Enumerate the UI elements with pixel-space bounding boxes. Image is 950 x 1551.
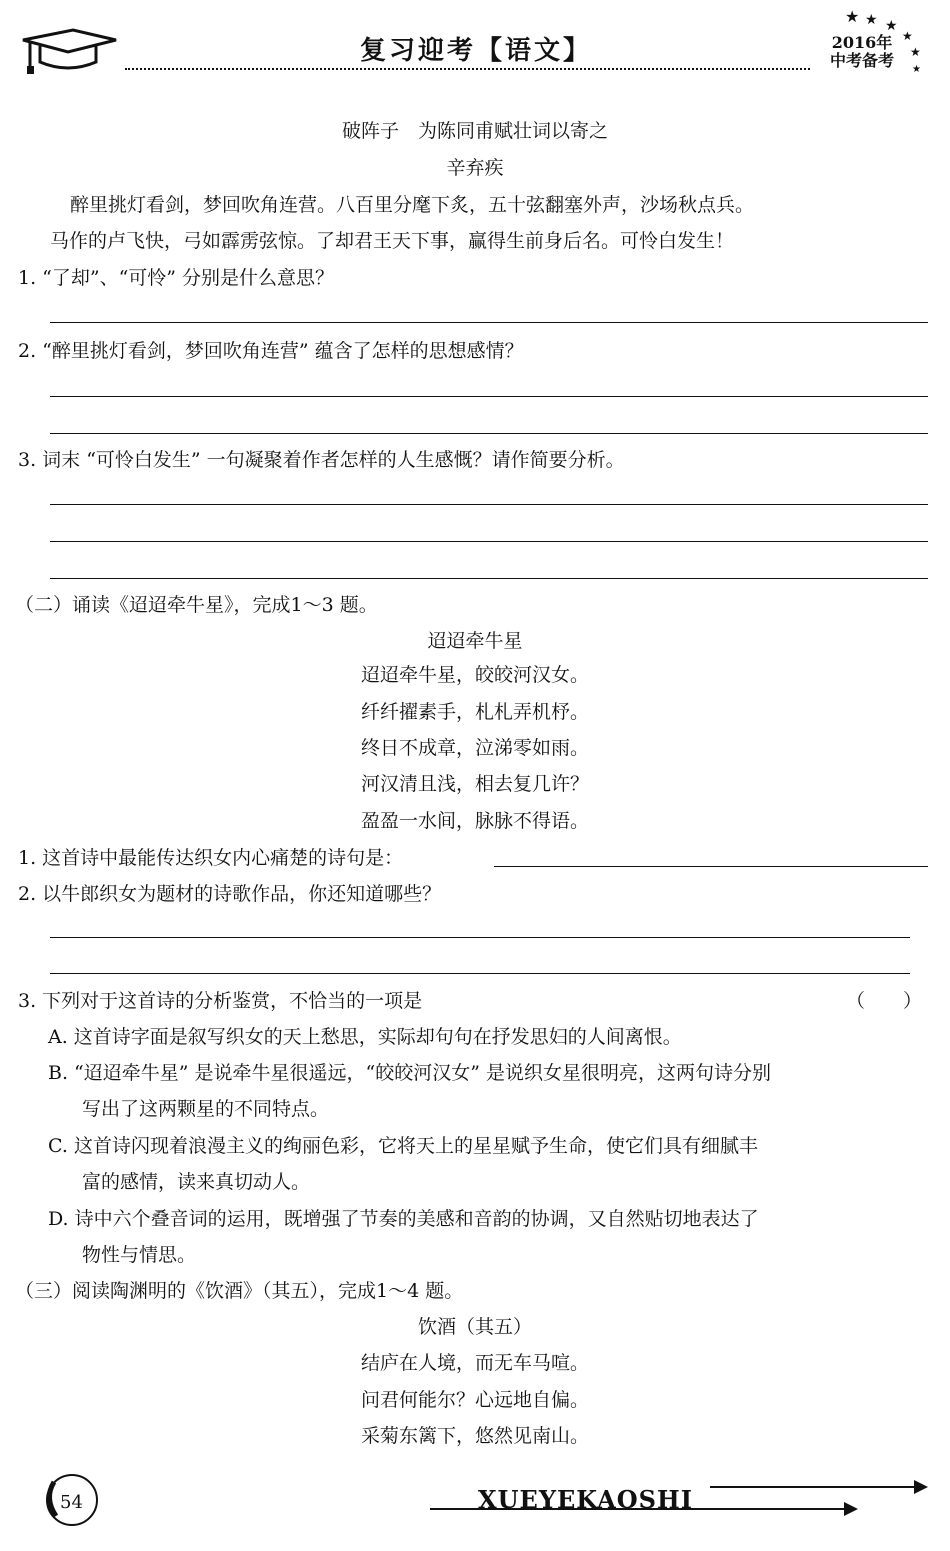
poem1-title: 破阵子 为陈同甫赋壮词以寄之: [341, 120, 608, 142]
svg-text:★: ★: [865, 12, 878, 28]
section3-poem-title: 饮酒（其五）: [417, 1316, 532, 1338]
svg-text:★: ★: [885, 18, 898, 34]
section2-poem-line: 盈盈一水间，脉脉不得语。: [360, 810, 589, 832]
option-c-cont: 富的感情，读来真切动人。: [82, 1171, 311, 1193]
section2-poem-line: 终日不成章，泣涕零如雨。: [360, 737, 589, 759]
section2-poem-title: 迢迢牵牛星: [427, 630, 523, 652]
answer-line: [50, 433, 928, 434]
svg-text:★: ★: [902, 29, 913, 43]
answer-line: [50, 937, 910, 938]
poem1-line-1: 醉里挑灯看剑，梦回吹角连营。八百里分麾下炙，五十弦翻塞外声，沙场秋点兵。: [70, 194, 755, 216]
section3-poem-line: 结庐在人境，而无车马喧。: [360, 1352, 589, 1374]
answer-line: [50, 504, 928, 505]
poem1-line-2: 马作的卢飞快，弓如霹雳弦惊。了却君王天下事，赢得生前身后名。可怜白发生！: [50, 230, 735, 252]
arrow-right-icon: [912, 1478, 930, 1496]
section2-poem-line: 纤纤擢素手，札札弄机杼。: [360, 701, 589, 723]
option-c: C. 这首诗闪现着浪漫主义的绚丽色彩，它将天上的星星赋予生命，使它们具有细腻丰: [48, 1135, 758, 1157]
footer-brand: XUEYEKAOSHI: [478, 1485, 693, 1514]
option-a: A. 这首诗字面是叙写织女的天上愁思，实际却句句在抒发思妇的人间离恨。: [48, 1026, 682, 1048]
question-3: 3. 词末 “可怜白发生” 一句凝聚着作者怎样的人生感慨？请作简要分析。: [18, 449, 625, 471]
header-year-badge: [830, 34, 894, 70]
header-divider: [125, 68, 810, 70]
question-2: 2. “醉里挑灯看剑，梦回吹角连营” 蕴含了怎样的思想感情？: [18, 340, 524, 362]
section2-question-1: 1. 这首诗中最能传达织女内心痛楚的诗句是：: [18, 847, 404, 869]
option-d: D. 诗中六个叠音词的运用，既增强了节奏的美感和音韵的协调，又自然贴切地表达了: [48, 1208, 759, 1230]
answer-line: [50, 578, 928, 579]
poem1-author: 辛弃疾: [446, 157, 504, 179]
section2-question-3: 3. 下列对于这首诗的分析鉴赏，不恰当的一项是: [18, 990, 423, 1012]
question-1: 1. “了却”、“可怜” 分别是什么意思？: [18, 267, 335, 289]
section2-question-2: 2. 以牛郎织女为题材的诗歌作品，你还知道哪些？: [18, 883, 442, 905]
answer-line: [50, 396, 928, 397]
footer-rule: [710, 1486, 920, 1488]
option-d-cont: 物性与情思。: [82, 1244, 197, 1266]
svg-text:★: ★: [845, 7, 860, 26]
answer-line: [50, 541, 928, 542]
section2-poem-line: 河汉清且浅，相去复几许？: [360, 773, 589, 795]
answer-line: [50, 973, 910, 974]
arrow-right-icon: [842, 1500, 860, 1518]
page-header-title: 复习迎考【语文】: [360, 36, 593, 66]
option-b: B. “迢迢牵牛星” 是说牵牛星很遥远，“皎皎河汉女” 是说织女星很明亮，这两句诗分别: [48, 1062, 771, 1084]
answer-line: [494, 866, 928, 867]
section3-heading: （三）阅读陶渊明的《饮酒》（其五），完成1～4 题。: [15, 1280, 464, 1302]
svg-text:★: ★: [910, 45, 921, 59]
svg-text:★: ★: [912, 64, 921, 75]
header-subtitle: 中考备考: [830, 51, 895, 70]
section3-poem-line: 问君何能尔？心远地自偏。: [360, 1389, 589, 1411]
option-b-cont: 写出了这两颗星的不同特点。: [82, 1098, 330, 1120]
section3-poem-line: 采菊东篱下，悠然见南山。: [360, 1425, 589, 1447]
section2-heading: （二）诵读《迢迢牵牛星》，完成1～3 题。: [15, 594, 378, 616]
header-year: 2016年: [831, 33, 893, 52]
answer-line: [50, 322, 928, 323]
page-number: 54: [60, 1492, 83, 1513]
footer-rule: [430, 1508, 850, 1510]
section2-poem-line: 迢迢牵牛星，皎皎河汉女。: [360, 664, 589, 686]
graduation-cap-icon: [18, 28, 118, 78]
answer-bracket: （ ）: [846, 990, 923, 1012]
